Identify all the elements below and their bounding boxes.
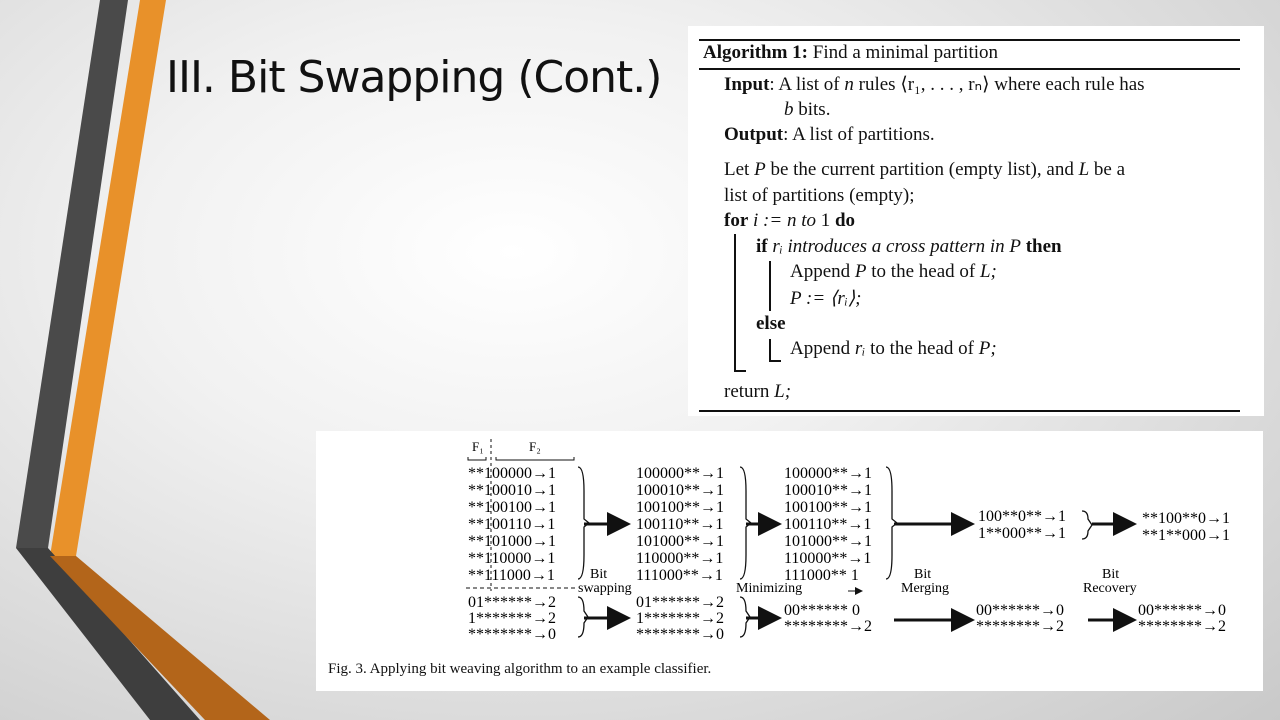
- col1-bottom-rules: [468, 594, 556, 643]
- f1-bracket: [468, 457, 486, 460]
- rule-text: **100100→1: [468, 499, 556, 516]
- append-ri-line: Append rᵢ to the head of P;: [790, 338, 997, 359]
- rule-text: 00******→0: [1138, 602, 1226, 619]
- rule-text: 100110**→1: [636, 516, 724, 533]
- for-line: for i := n to 1 do: [724, 210, 856, 231]
- rule-text: 1*******→2: [636, 610, 724, 627]
- col2-bottom-rules: [636, 594, 724, 643]
- rule-text: ********→0: [468, 626, 556, 643]
- decorative-stripes: [0, 0, 330, 720]
- input-line-2: b bits.: [784, 99, 831, 120]
- else-block-line: [769, 339, 771, 361]
- rule-text: **101000→1: [468, 533, 556, 550]
- stage-label: Recovery: [1083, 581, 1137, 596]
- rule-text: 100010**→1: [784, 482, 872, 499]
- let-line: Let P be the current partition (empty list), and L be a: [724, 159, 1126, 180]
- rule-text: ********→2: [976, 618, 1064, 635]
- rule-text: 01******→2: [468, 594, 556, 611]
- stage-label: Bit: [590, 567, 608, 582]
- col4-bottom-rules: [976, 602, 1064, 635]
- rule-text: **100**0→1: [1142, 510, 1230, 527]
- rule-text: ********→2: [1138, 618, 1226, 635]
- rule-text: **110000→1: [468, 550, 556, 567]
- slide-title: III. Bit Swapping (Cont.): [166, 52, 662, 103]
- dark-stripe-lower: [16, 548, 200, 720]
- algorithm-header: Algorithm 1: Find a minimal partition: [703, 42, 998, 63]
- col1-top-rules: [468, 465, 556, 584]
- rule-text: 111000**→1: [636, 567, 723, 584]
- top-rule: [699, 39, 1240, 41]
- f2-label: F₂: [529, 439, 541, 454]
- bit-weaving-figure: [316, 431, 1263, 691]
- stage-label: Bit: [914, 567, 932, 582]
- rule-text: **100000→1: [468, 465, 556, 482]
- col3-bottom-rules: [784, 602, 872, 635]
- rule-text: **100010→1: [468, 482, 556, 499]
- rule-text: 110000**→1: [636, 550, 724, 567]
- rule-text: 100000**→1: [784, 465, 872, 482]
- figure-caption: Fig. 3. Applying bit weaving algorithm to an example classifier.: [328, 661, 712, 677]
- then-block-line: [769, 261, 771, 311]
- for-block-tick: [734, 370, 746, 372]
- f1-label: F₁: [472, 439, 484, 454]
- col4-brace: [1082, 511, 1092, 539]
- return-line: return L;: [724, 381, 792, 402]
- rule-text: 100**0**→1: [978, 508, 1066, 525]
- col4-top-rules: [978, 508, 1066, 542]
- rule-text: 01******→2: [636, 594, 724, 611]
- stage-label: swapping: [578, 581, 632, 596]
- rule-text: 100100**→1: [784, 499, 872, 516]
- else-block-tick: [769, 360, 781, 362]
- stage-label: Minimizing: [736, 581, 803, 596]
- if-line: if rᵢ introduces a cross pattern in P then: [756, 236, 1062, 257]
- stage-label: Merging: [901, 581, 949, 596]
- col3-top-rules: [784, 465, 872, 584]
- rule-text: 100010**→1: [636, 482, 724, 499]
- append-p-line: Append P to the head of L;: [790, 261, 997, 282]
- rule-text: 1*******→2: [468, 610, 556, 627]
- figure-diagram: [316, 431, 1263, 661]
- rule-text: 1**000**→1: [978, 525, 1066, 542]
- output-line: Output: A list of partitions.: [724, 124, 935, 145]
- rule-text: 101000**→1: [784, 533, 872, 550]
- rule-text: 110000**→1: [784, 550, 872, 567]
- input-line: Input: A list of n rules ⟨r₁, . . . , rₙ⟩ where each rule has: [724, 74, 1145, 95]
- bottom-rule: [699, 410, 1240, 412]
- rule-text: **111000→1: [468, 567, 555, 584]
- rule-text: 100110**→1: [784, 516, 872, 533]
- col5-bottom-rules: [1138, 602, 1226, 635]
- rule-text: 100100**→1: [636, 499, 724, 516]
- rule-text: 00****** 0: [784, 602, 860, 619]
- else-line: else: [756, 313, 786, 334]
- col5-top-rules: [1142, 510, 1230, 544]
- f2-bracket: [496, 457, 574, 460]
- let-line-2: list of partitions (empty);: [724, 185, 915, 206]
- rule-text: **100110→1: [468, 516, 556, 533]
- rule-text: 00******→0: [976, 602, 1064, 619]
- rule-text: 100000**→1: [636, 465, 724, 482]
- header-rule: [699, 68, 1240, 70]
- algorithm-box: [688, 26, 1264, 416]
- stage-label: Bit: [1102, 567, 1120, 582]
- rule-text: 111000** 1: [784, 567, 859, 584]
- rule-text: ********→2: [784, 618, 872, 635]
- assign-line: P := ⟨rᵢ⟩;: [790, 288, 862, 309]
- for-block-line: [734, 234, 736, 371]
- col2-top-rules: [636, 465, 724, 584]
- rule-text: **1**000→1: [1142, 527, 1230, 544]
- rule-text: ********→0: [636, 626, 724, 643]
- rule-text: 101000**→1: [636, 533, 724, 550]
